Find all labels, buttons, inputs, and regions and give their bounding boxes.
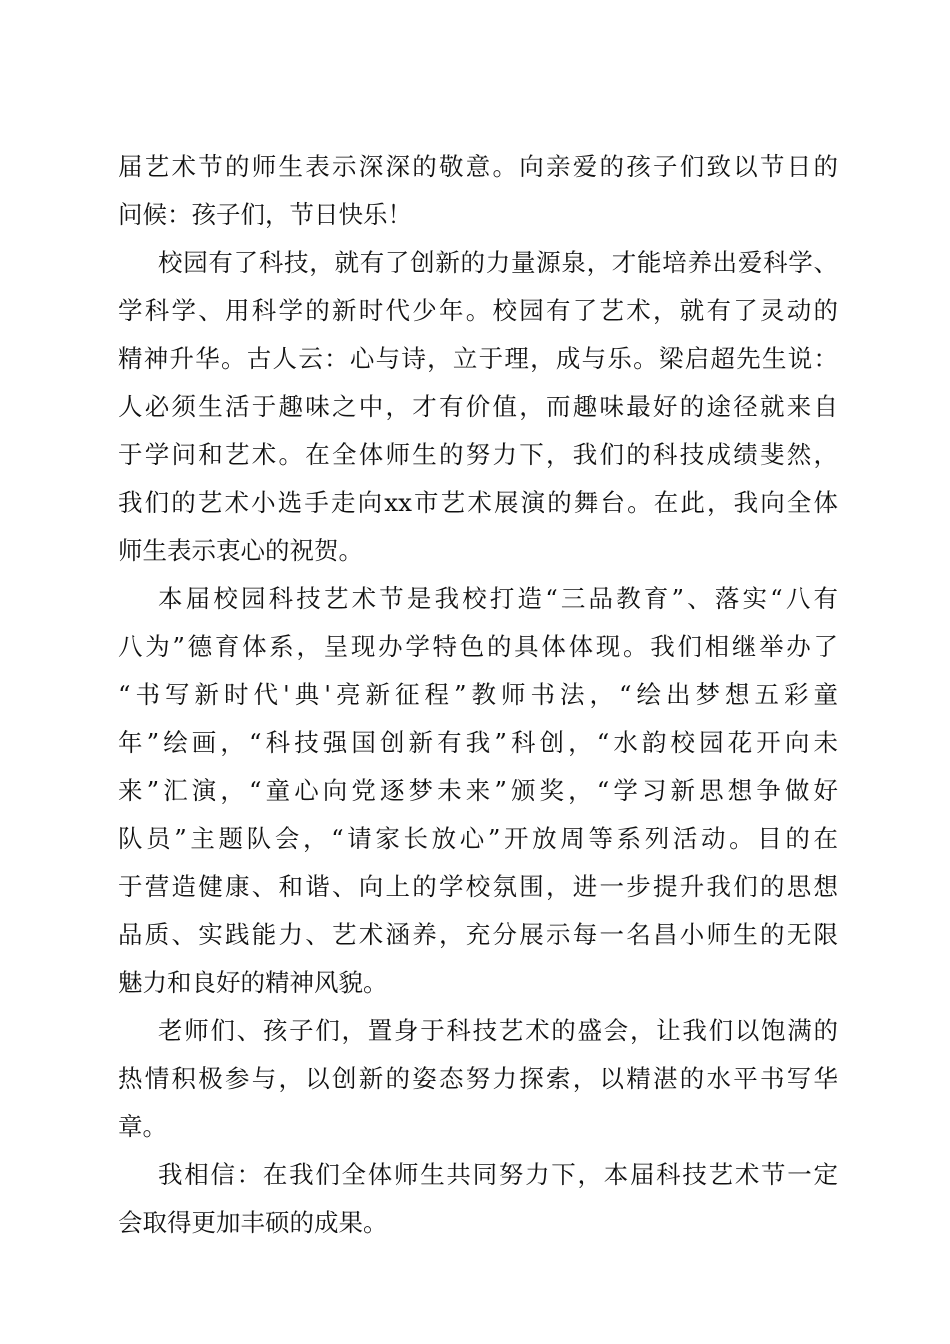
text-line: 本届校园科技艺术节是我校打造“三品教育”、落实“八有 [158,584,838,613]
text-line: 校园有了科技，就有了创新的力量源泉，才能培养出爱科学、 [158,248,838,277]
text-line: 学科学、用科学的新时代少年。校园有了艺术，就有了灵动的 [118,296,838,325]
text-line: 会取得更加丰硕的成果。 [118,1208,388,1237]
text-line: 届艺术节的师生表示深深的敬意。向亲爱的孩子们致以节日的 [118,152,838,181]
text-line: 品质、实践能力、艺术涵养，充分展示每一名昌小师生的无限 [118,920,838,949]
text-line: “书写新时代'典'亮新征程”教师书法，“绘出梦想五彩童 [118,680,838,709]
text-line: 我相信：在我们全体师生共同努力下，本届科技艺术节一定 [158,1160,838,1189]
text-line: 魅力和良好的精神风貌。 [118,968,388,997]
text-line: 热情积极参与，以创新的姿态努力探索，以精湛的水平书写华 [118,1064,838,1093]
text-line: 八为”德育体系，呈现办学特色的具体体现。我们相继举办了 [118,632,838,661]
text-line: 师生表示衷心的祝贺。 [118,536,363,565]
text-line: 人必须生活于趣味之中，才有价值，而趣味最好的途径就来自 [118,392,838,421]
text-line: 问候：孩子们，节日快乐！ [118,200,412,229]
text-line: 年”绘画，“科技强国创新有我”科创，“水韵校园花开向未 [118,728,838,757]
text-line: 精神升华。古人云：心与诗，立于理，成与乐。梁启超先生说： [118,344,838,373]
document-body [118,143,838,1247]
text-line: 于营造健康、和谐、向上的学校氛围，进一步提升我们的思想 [118,872,838,901]
text-line: 我们的艺术小选手走向xx市艺术展演的舞台。在此，我向全体 [118,488,838,517]
text-line: 章。 [118,1112,167,1141]
text-line: 队员”主题队会，“请家长放心”开放周等系列活动。目的在 [118,824,838,853]
text-line: 老师们、孩子们，置身于科技艺术的盛会，让我们以饱满的 [158,1016,838,1045]
text-line: 于学问和艺术。在全体师生的努力下，我们的科技成绩斐然， [118,440,838,469]
text-line: 来”汇演，“童心向党逐梦未来”颁奖，“学习新思想争做好 [118,776,838,805]
